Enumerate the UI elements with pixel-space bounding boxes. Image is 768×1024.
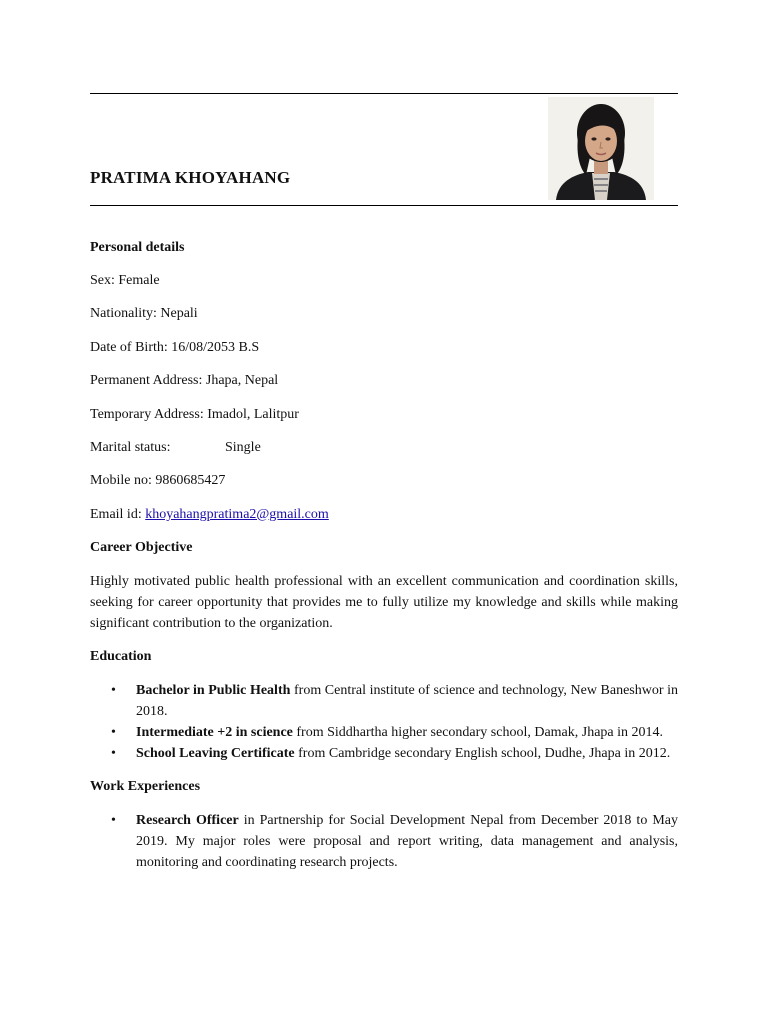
candidate-name: PRATIMA KHOYAHANG (90, 168, 291, 187)
email-label: Email id: (90, 506, 146, 522)
email-line (90, 505, 678, 524)
personal-details-heading: Personal details (90, 240, 185, 255)
header-bottom-rule (90, 205, 678, 206)
bullet-icon: • (111, 683, 116, 699)
profile-photo (548, 97, 654, 200)
education-heading: Education (90, 649, 152, 665)
list-item (90, 743, 678, 764)
header-top-rule (90, 93, 678, 94)
education-degree: School Leaving Certificate (136, 746, 295, 762)
temporary-address-line: Temporary Address: Imadol, Lalitpur (90, 406, 299, 422)
bullet-icon: • (111, 813, 116, 829)
education-detail: from Siddhartha higher secondary school, Damak, Jhapa in 2014. (292, 725, 664, 741)
education-list (90, 680, 678, 764)
marital-status-value: Single (225, 439, 261, 455)
email-link[interactable]: khoyahangpratima2@gmail.com (145, 506, 329, 522)
list-item (90, 810, 678, 873)
education-detail: from Central institute of science and technology, New Baneshwor in 2018. (136, 683, 678, 720)
dob-line: Date of Birth: 16/08/2053 B.S (90, 339, 260, 355)
education-detail: from Cambridge secondary English school, Dudhe, Jhapa in 2012. (294, 746, 671, 762)
career-objective-heading: Career Objective (90, 540, 193, 556)
education-degree: Bachelor in Public Health (136, 683, 291, 699)
sex-line: Sex: Female (90, 273, 160, 288)
bullet-icon: • (111, 725, 116, 741)
marital-status-line (90, 438, 678, 457)
profile-photo-image (548, 97, 654, 200)
mobile-line: Mobile no: 9860685427 (90, 473, 226, 489)
permanent-address-line: Permanent Address: Jhapa, Nepal (90, 373, 279, 389)
work-experience-list (90, 810, 678, 873)
nationality-line: Nationality: Nepali (90, 306, 198, 322)
job-detail: in Partnership for Social Development Nepal from December 2018 to May 2019. My major roles were proposal and report writing, data management and analysis, monitoring and coordinating research projects. (136, 813, 678, 871)
marital-status-label: Marital status: (90, 439, 171, 455)
work-experience-heading: Work Experiences (90, 779, 201, 795)
education-degree: Intermediate +2 in science (136, 725, 293, 741)
list-item (90, 722, 678, 743)
resume-body (90, 238, 678, 886)
list-item (90, 680, 678, 722)
career-objective-text: Highly motivated public health professional with an excellent communication and coordination skills, seeking for career opportunity that provides me to fully utilize my knowledge and skills while making significant contribution to the organization. (90, 574, 678, 632)
job-title: Research Officer (136, 813, 239, 829)
bullet-icon: • (111, 746, 116, 762)
